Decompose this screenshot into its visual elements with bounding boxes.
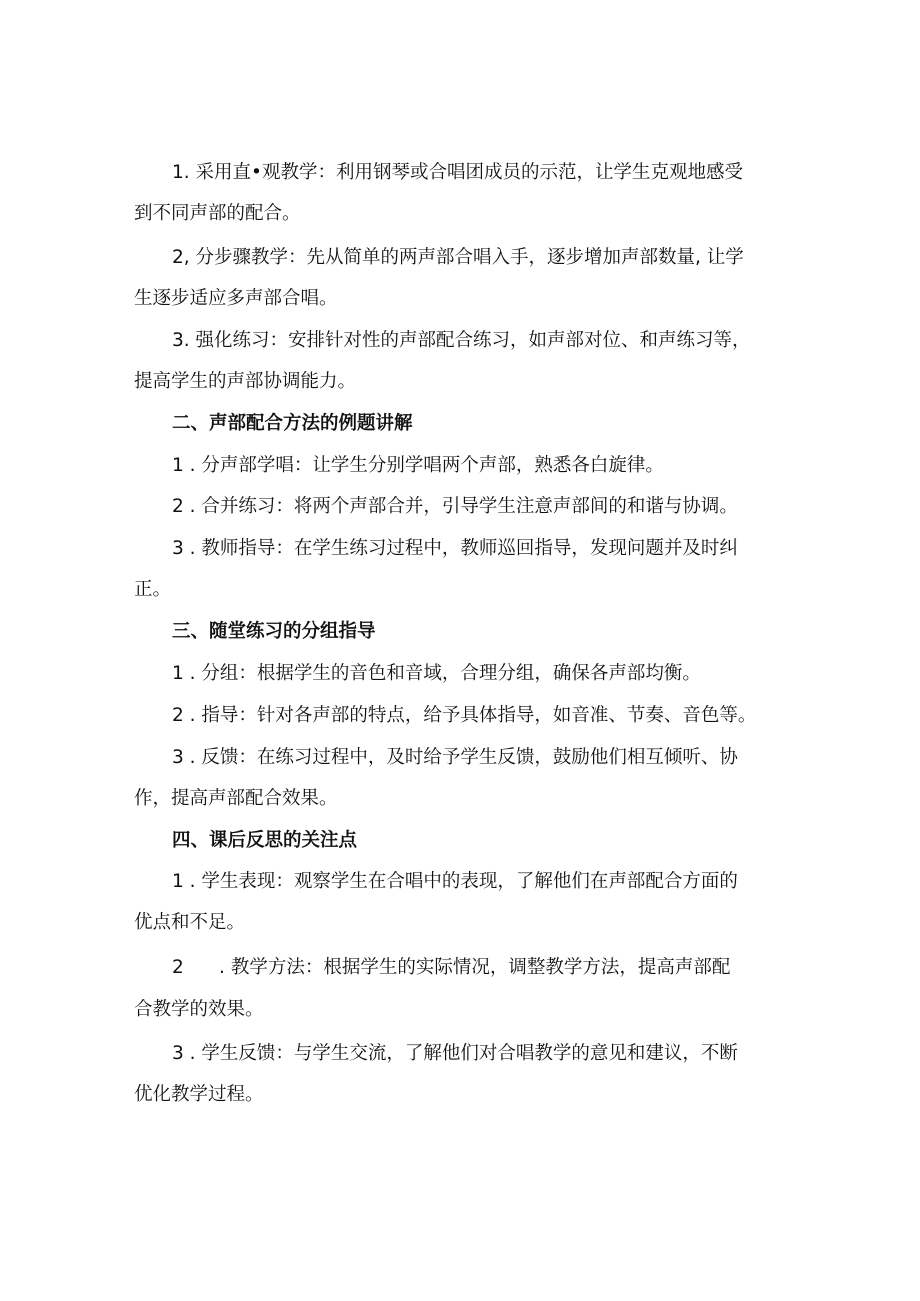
s1-item3-line1: 3. 强化练习：安排针对性的声部配合练习，如声部对位、和声练习等，: [172, 330, 751, 351]
s2-item2-line1: 2 . 合并练习：将两个声部合并，引导学生注意声部间的和谐与协调。: [172, 496, 738, 517]
s2-item1-line1: 1 . 分声部学唱：让学生分别学唱两个声部，熟悉各白旋律。: [172, 455, 664, 476]
s4-item1-line1: 1 . 学生表现：观察学生在合唱中的表现，了解他们在声部配合方面的: [172, 871, 738, 892]
s1-item2-line2: 生逐步适应多声部合唱。: [134, 288, 338, 309]
s1-item3-line2: 提高学生的声部协调能力。: [134, 371, 357, 392]
s4-item3-line1: 3 . 学生反馈：与学生交流，了解他们对合唱教学的意见和建议，不断: [172, 1043, 738, 1064]
s3-item1-line1: 1 . 分组：根据学生的音色和音域，合理分组，确保各声部均衡。: [172, 663, 701, 684]
s3-item2-line1: 2 . 指导：针对各声部的特点，给予具体指导，如音准、节奏、音色等。: [172, 705, 757, 726]
s4-item1-line2: 优点和不足。: [134, 912, 246, 933]
s1-item2-line1: 2, 分步骤教学：先从简单的两声部合唱入手，逐步增加声部数量, 让学: [172, 247, 744, 268]
s2-item3-line1: 3 . 教师指导：在学生练习过程中，教师巡回指导，发现问题并及时纠: [172, 538, 738, 559]
section2-heading: 二、声部配合方法的例题讲解: [172, 413, 413, 434]
s1-item1-line1: 1. 采用直•观教学：利用钢琴或合唱团成员的示范，让学生克观地感受: [172, 162, 743, 183]
section4-heading: 四、课后反思的关注点: [172, 830, 358, 851]
s1-item1-line2: 到不同声部的配合。: [134, 203, 301, 224]
s3-item3-line1: 3 . 反馈：在练习过程中，及时给予学生反馈，鼓励他们相互倾听、协: [172, 747, 738, 768]
s2-item3-line2: 正。: [134, 579, 172, 600]
section3-heading: 三、随堂练习的分组指导: [172, 621, 376, 642]
s4-item3-line2: 优化教学过程。: [134, 1084, 264, 1105]
s4-item2-line2: 合教学的效果。: [134, 999, 264, 1020]
s4-item2-line1: 2 . 教学方法：根据学生的实际情况，调整教学方法，提高声部配: [172, 957, 731, 978]
s3-item3-line2: 作，提高声部配合效果。: [134, 788, 338, 809]
